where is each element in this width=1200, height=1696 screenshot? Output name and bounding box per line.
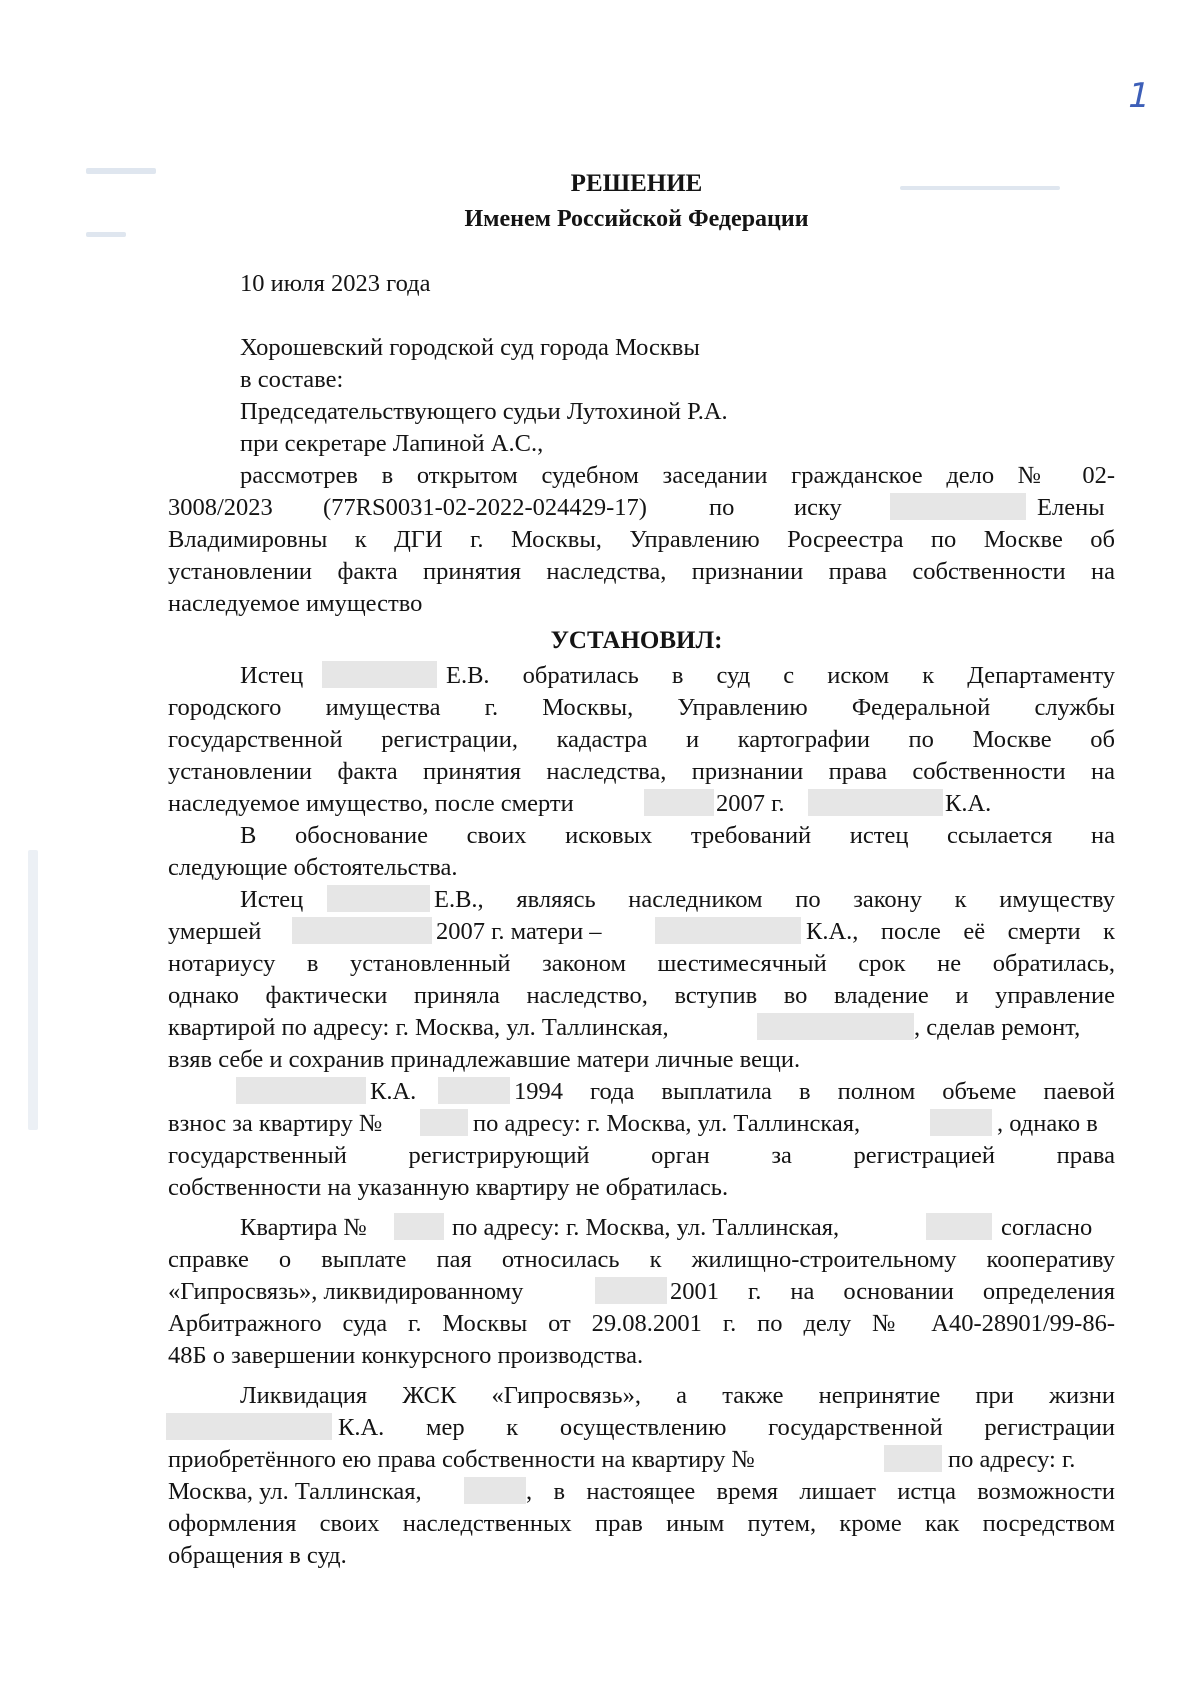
paragraph-line: Е.В., являясь наследником по закону к имуществу: [434, 886, 1115, 913]
redacted-text: [644, 788, 714, 820]
paragraph-line: В обоснование своих исковых требований истец ссылается на: [240, 822, 1115, 849]
scan-artifact: [28, 850, 38, 1130]
section-title: УСТАНОВИЛ:: [550, 627, 723, 654]
paragraph-line: Арбитражного суда г. Москвы от 29.08.2001 г. по делу № А40-28901/99-86-: [168, 1310, 1115, 1337]
paragraph-line: по: [709, 494, 735, 521]
page-number: 1: [1123, 76, 1154, 116]
court-line: в составе:: [240, 366, 344, 393]
redacted-text: [655, 916, 801, 948]
paragraph-line: приобретённого ею права собственности на квартиру №: [168, 1446, 755, 1473]
paragraph-line: Ликвидация ЖСК «Гипросвязь», а также непринятие при жизни: [240, 1382, 1115, 1409]
paragraph-line: городского имущества г. Москвы, Управлению Федеральной службы: [168, 694, 1115, 721]
paragraph-line: наследуемое имущество, после смерти: [168, 790, 574, 817]
redacted-text: [166, 1412, 332, 1444]
paragraph-line: квартирой по адресу: г. Москва, ул. Таллинская,: [168, 1014, 669, 1041]
paragraph-line: однако фактически приняла наследство, вступив во владение и управление: [168, 982, 1115, 1009]
redacted-text: [464, 1476, 526, 1508]
redacted-text: [322, 660, 437, 692]
paragraph-line: , сделав ремонт,: [914, 1014, 1081, 1041]
paragraph-line: К.А., после её смерти к: [806, 918, 1115, 945]
case-id: (77RS0031-02-2022-024429-17): [323, 494, 647, 521]
paragraph-line: по адресу: г. Москва, ул. Таллинская,: [452, 1214, 840, 1241]
paragraph-line: К.А.: [945, 790, 992, 817]
paragraph-line: нотариусу в установленный законом шестимесячный срок не обратилась,: [168, 950, 1115, 977]
court-line: при секретаре Лапиной А.С.,: [240, 430, 544, 457]
redacted-text: [438, 1076, 510, 1108]
paragraph-line: справке о выплате пая относилась к жилищно-строительному кооперативу: [168, 1246, 1115, 1273]
paragraph-line: наследуемое имущество: [168, 590, 423, 617]
redacted-text: [292, 916, 432, 948]
redacted-text: [808, 788, 943, 820]
paragraph-line: иску: [794, 494, 842, 521]
paragraph-line: установлении факта принятия наследства, признании права собственности на: [168, 558, 1115, 585]
paragraph-line: Владимировны к ДГИ г. Москвы, Управлению Росреестра по Москве об: [168, 526, 1115, 553]
paragraph-line: по адресу: г. Москва, ул. Таллинская,: [473, 1110, 861, 1137]
court-line: Председательствующего судьи Лутохиной Р.А.: [240, 398, 728, 425]
paragraph-line: Е.В. обратилась в суд с иском к Департаменту: [446, 662, 1115, 689]
redacted-text: [884, 1444, 942, 1476]
paragraph-line: Истец: [240, 886, 304, 913]
paragraph-line: К.А.: [370, 1078, 417, 1105]
document-title: РЕШЕНИЕ: [570, 170, 703, 197]
document-subtitle: Именем Российской Федерации: [464, 206, 809, 232]
paragraph-line: государственной регистрации, кадастра и картографии по Москве об: [168, 726, 1115, 753]
redacted-text: [930, 1108, 992, 1140]
paragraph-line: оформления своих наследственных прав иным путем, кроме как посредством: [168, 1510, 1115, 1537]
paragraph-line: 3008/2023: [168, 494, 273, 521]
paragraph-line: умершей: [168, 918, 262, 945]
paragraph-line: 2001 г. на основании определения: [670, 1278, 1115, 1305]
paragraph-line: взнос за квартиру №: [168, 1110, 383, 1137]
court-line: Хорошевский городской суд города Москвы: [240, 334, 700, 361]
paragraph-line: «Гипросвязь», ликвидированному: [168, 1278, 524, 1305]
paragraph-line: 1994 года выплатила в полном объеме паевой: [514, 1078, 1115, 1105]
redacted-text: [420, 1108, 468, 1140]
paragraph-line: , однако в: [997, 1110, 1098, 1137]
redacted-text: [394, 1212, 444, 1244]
redacted-text: [327, 884, 430, 916]
paragraph-line: Истец: [240, 662, 304, 689]
paragraph-line: К.А. мер к осуществлению государственной регистрации: [338, 1414, 1115, 1441]
decision-date: 10 июля 2023 года: [240, 270, 431, 297]
paragraph-line: рассмотрев в открытом судебном заседании гражданское дело № 02-: [240, 462, 1115, 489]
paragraph-line: следующие обстоятельства.: [168, 854, 458, 881]
paragraph-line: Елены: [1037, 494, 1105, 521]
paragraph-line: по адресу: г.: [948, 1446, 1076, 1473]
paragraph-line: Москва, ул. Таллинская,: [168, 1478, 422, 1505]
paragraph-line: установлении факта принятия наследства, признании права собственности на: [168, 758, 1115, 785]
paragraph-line: Квартира №: [240, 1214, 367, 1241]
redacted-text: [757, 1012, 914, 1044]
paragraph-line: 2007 г. матери –: [436, 918, 602, 945]
redacted-text: [890, 492, 1026, 524]
redacted-text: [926, 1212, 992, 1244]
paragraph-line: государственный регистрирующий орган за регистрацией права: [168, 1142, 1115, 1169]
paragraph-line: , в настоящее время лишает истца возможности: [526, 1478, 1115, 1505]
paragraph-line: собственности на указанную квартиру не обратилась.: [168, 1174, 729, 1201]
paragraph-line: согласно: [1001, 1214, 1093, 1241]
paragraph-line: обращения в суд.: [168, 1542, 347, 1569]
paragraph-line: 48Б о завершении конкурсного производства.: [168, 1342, 644, 1369]
redacted-text: [595, 1276, 667, 1308]
redacted-text: [236, 1076, 366, 1108]
paragraph-line: 2007 г.: [716, 790, 785, 817]
paragraph-line: взяв себе и сохранив принадлежавшие матери личные вещи.: [168, 1046, 801, 1073]
